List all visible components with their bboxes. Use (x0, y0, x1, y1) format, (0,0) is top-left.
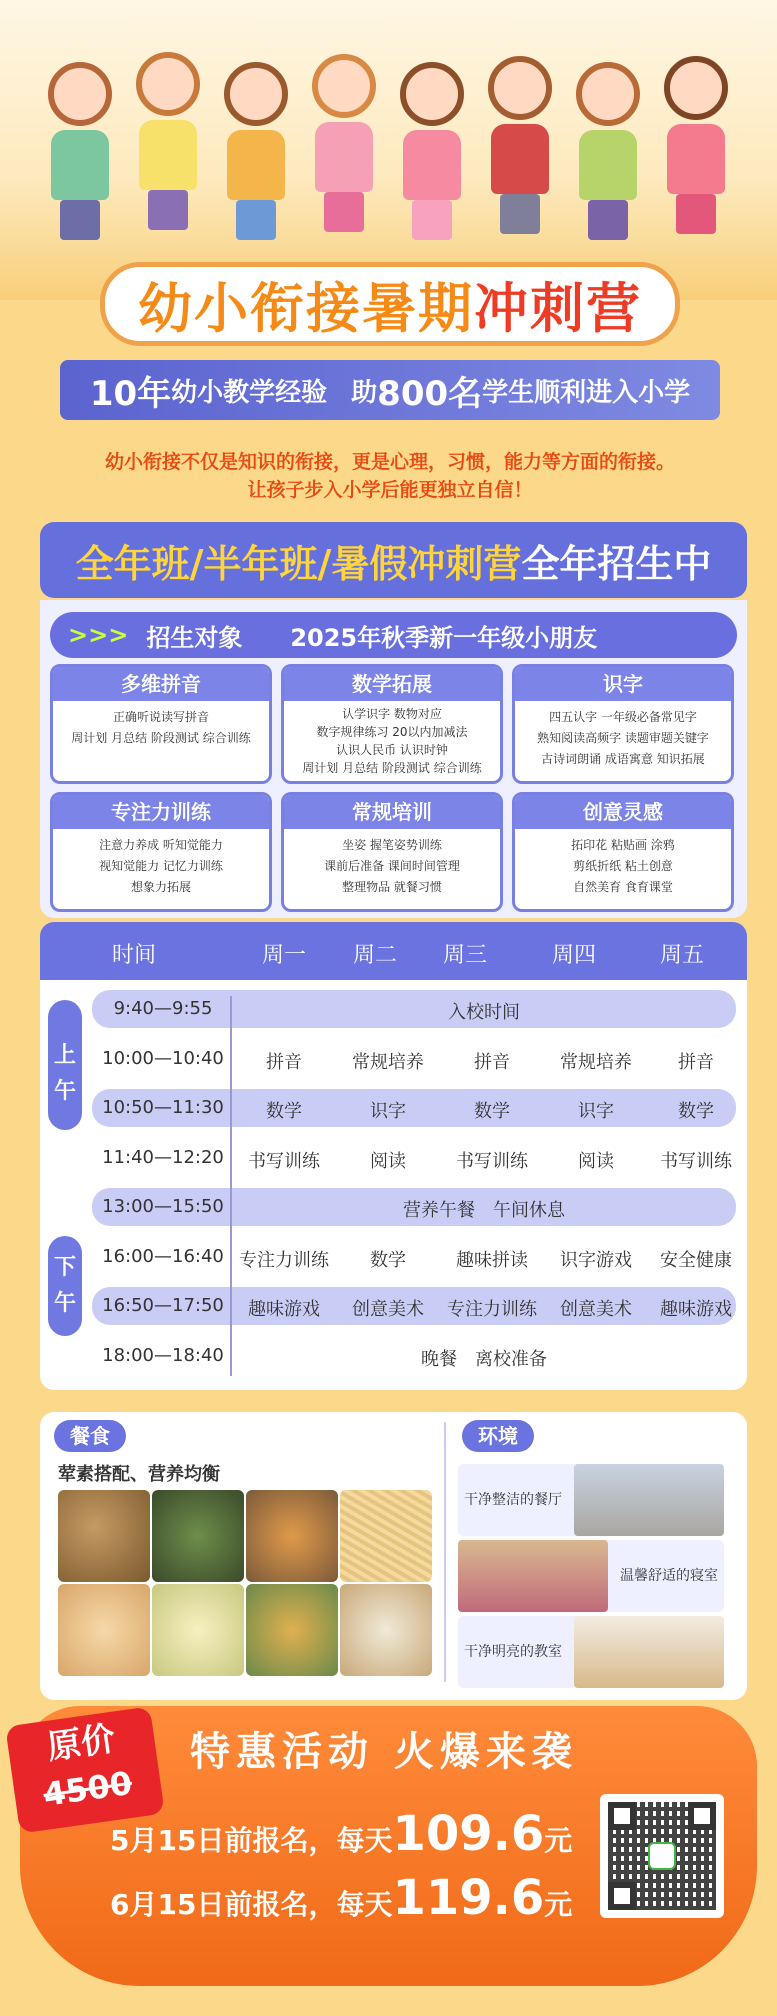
experience-banner (60, 360, 720, 420)
course-line: 坐姿 握笔姿势训练 (342, 838, 442, 852)
class-cell: 专注力训练 (239, 1250, 329, 1271)
time-slot: 16:50—17:50 (102, 1295, 224, 1316)
course-line: 周计划 月总结 阶段测试 综合训练 (302, 761, 482, 775)
class-cell: 数学 (370, 1250, 406, 1271)
course-line: 熟知阅读高频字 读题审题关键字 (537, 731, 709, 745)
course-title: 识字 (515, 667, 731, 701)
class-cell: 拼音 (678, 1052, 714, 1073)
course-line: 认学识字 数物对应 (342, 707, 442, 721)
merged-activity: 入校时间 (448, 1002, 520, 1023)
course-line: 视知觉能力 记忆力训练 (99, 859, 223, 873)
course-title: 专注力训练 (53, 795, 269, 829)
class-cell: 书写训练 (456, 1151, 528, 1172)
class-cell: 安全健康 (660, 1250, 732, 1271)
qr-code[interactable] (600, 1794, 724, 1918)
course-line: 课前后准备 课间时间管理 (324, 859, 460, 873)
title-part-b: 冲刺营 (474, 276, 642, 340)
environment-item (458, 1540, 724, 1612)
price-value: 119.6 (392, 1870, 545, 1926)
class-types: 全年班/半年班/暑假冲刺营 (75, 541, 522, 586)
course-line: 认识人民币 认识时钟 (336, 743, 448, 757)
arrows-icon: >>> (68, 621, 129, 649)
merged-activity: 晚餐 离校准备 (421, 1349, 547, 1370)
enrollment-target (50, 612, 737, 658)
meals-description: 荤素搭配、营养均衡 (58, 1464, 220, 1485)
course-line: 剪纸折纸 粘土创意 (573, 859, 673, 873)
course-card (281, 664, 503, 784)
course-title: 数学拓展 (284, 667, 500, 701)
class-cell: 趣味拼读 (456, 1250, 528, 1271)
environment-label: 干净整洁的餐厅 (464, 1492, 562, 1508)
class-cell: 常规培养 (352, 1052, 424, 1073)
merged-activity: 营养午餐 午间休息 (403, 1200, 565, 1221)
banner-years: 10年 (89, 373, 172, 414)
time-slot: 16:00—16:40 (102, 1246, 224, 1267)
header-wed: 周三 (443, 943, 488, 968)
banner-text-1: 幼小教学经验 (171, 377, 328, 408)
class-types-bar (40, 522, 747, 598)
course-card (281, 792, 503, 912)
qr-pattern (608, 1802, 716, 1910)
header-time: 时间 (112, 943, 157, 968)
banner-text-2: 助 (351, 377, 378, 408)
morning-label: 上午 (48, 1000, 82, 1130)
target-value: 2025年秋季新一年级小朋友 (290, 623, 598, 652)
meal-photo (246, 1490, 338, 1582)
time-slot: 13:00—15:50 (102, 1196, 224, 1217)
main-title (100, 262, 680, 346)
class-cell: 数学 (474, 1101, 510, 1122)
environment-label: 温馨舒适的寝室 (620, 1568, 718, 1584)
intro-line-1: 幼小衔接不仅是知识的衔接，更是心理，习惯，能力等方面的衔接。 (104, 451, 675, 473)
meal-photo (152, 1584, 244, 1676)
class-cell: 创意美术 (560, 1299, 632, 1320)
class-cell: 阅读 (370, 1151, 406, 1172)
meal-photo (340, 1490, 432, 1582)
time-slot: 10:50—11:30 (102, 1097, 224, 1118)
seal-label: 原价 (44, 1718, 118, 1768)
wechat-icon (648, 1842, 676, 1870)
promotion-title: 特惠活动 火爆来袭 (190, 1729, 578, 1775)
meals-tag: 餐食 (54, 1420, 126, 1452)
banner-count: 800名 (377, 373, 483, 414)
course-line: 四五认字 一年级必备常见字 (549, 710, 697, 724)
section-divider (444, 1422, 446, 1682)
original-price: 4500 (40, 1763, 135, 1814)
course-line: 拓印花 粘贴画 涂鸦 (571, 838, 675, 852)
course-line: 正确听说读写拼音 (112, 710, 209, 724)
meal-photo (152, 1490, 244, 1582)
class-cell: 数学 (678, 1101, 714, 1122)
course-line: 注意力养成 听知觉能力 (99, 838, 223, 852)
price-value: 109.6 (392, 1806, 545, 1862)
class-cell: 识字游戏 (560, 1250, 632, 1271)
dormitory-photo (458, 1540, 608, 1612)
class-cell: 趣味游戏 (248, 1299, 320, 1320)
class-cell: 拼音 (266, 1052, 302, 1073)
time-slot: 11:40—12:20 (102, 1147, 224, 1168)
course-title: 创意灵感 (515, 795, 731, 829)
meal-photo (58, 1584, 150, 1676)
course-line: 想象力拓展 (130, 880, 191, 894)
header-mon: 周一 (262, 943, 307, 968)
target-label: 招生对象 (146, 623, 243, 652)
course-card (512, 792, 734, 912)
course-card (512, 664, 734, 784)
course-card (50, 664, 272, 784)
intro-line-2: 让孩子步入小学后能更独立自信！ (247, 479, 533, 501)
course-line: 周计划 月总结 阶段测试 综合训练 (71, 731, 251, 745)
intro-text (40, 448, 740, 504)
course-card (50, 792, 272, 912)
class-cell: 识字 (578, 1101, 614, 1122)
afternoon-label: 下午 (48, 1236, 82, 1336)
class-cell: 拼音 (474, 1052, 510, 1073)
header-thu: 周四 (552, 943, 597, 968)
environment-tag: 环境 (462, 1420, 534, 1452)
enrollment-status: 全年招生中 (521, 541, 712, 586)
dining-photo (574, 1464, 724, 1536)
header-tue: 周二 (353, 943, 398, 968)
meal-photo (246, 1584, 338, 1676)
environment-item (458, 1616, 724, 1688)
class-cell: 趣味游戏 (660, 1299, 732, 1320)
banner-text-3: 学生顺利进入小学 (482, 377, 691, 408)
early-bird-price-1: 5月15日前报名，每天109.6元 (110, 1806, 573, 1862)
class-cell: 识字 (370, 1101, 406, 1122)
children-illustration (40, 40, 740, 240)
class-cell: 书写训练 (660, 1151, 732, 1172)
meal-photo (58, 1490, 150, 1582)
time-slot: 18:00—18:40 (102, 1345, 224, 1366)
environment-label: 干净明亮的教室 (464, 1644, 562, 1660)
class-cell: 阅读 (578, 1151, 614, 1172)
environment-item (458, 1464, 724, 1536)
time-slot: 9:40—9:55 (113, 998, 213, 1019)
class-cell: 书写训练 (248, 1151, 320, 1172)
course-line: 整理物品 就餐习惯 (342, 880, 442, 894)
title-part-a: 幼小衔接暑期 (138, 276, 474, 340)
classroom-photo (574, 1616, 724, 1688)
course-title: 多维拼音 (53, 667, 269, 701)
meal-photo (340, 1584, 432, 1676)
class-cell: 数学 (266, 1101, 302, 1122)
time-slot: 10:00—10:40 (102, 1048, 224, 1069)
class-cell: 创意美术 (352, 1299, 424, 1320)
schedule-header (40, 922, 747, 980)
header-fri: 周五 (660, 943, 705, 968)
class-cell: 常规培养 (560, 1052, 632, 1073)
course-line: 数字规律练习 20以内加减法 (316, 725, 468, 739)
course-line: 古诗词朗诵 成语寓意 知识拓展 (541, 752, 705, 766)
early-bird-price-2: 6月15日前报名，每天119.6元 (110, 1870, 573, 1926)
class-cell: 专注力训练 (447, 1299, 537, 1320)
course-line: 自然美育 食育课堂 (573, 880, 673, 894)
course-title: 常规培训 (284, 795, 500, 829)
